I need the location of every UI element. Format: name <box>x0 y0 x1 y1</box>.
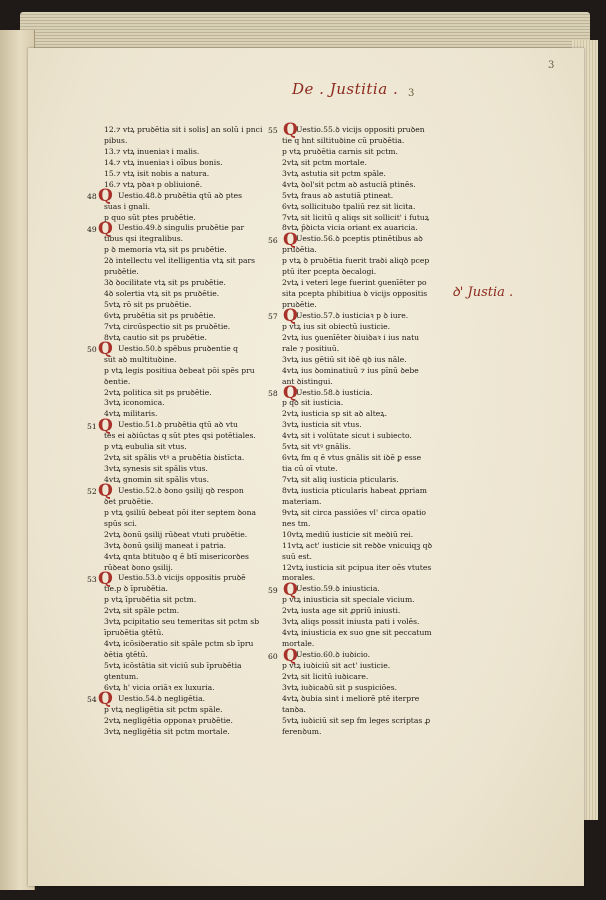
text-line: morales. <box>282 573 316 583</box>
text-line: 3vtꝝ aliqs possit iniusta pati i volēs. <box>282 617 420 627</box>
text-line: Uestio.59.ꝺ iniusticia. <box>296 584 380 594</box>
text-line: 3vtꝝ ꝺonū ꝯsilij maneat i patria. <box>104 540 227 550</box>
text-line: Uestio.49.ꝺ singulis pruꝺētie par <box>118 223 245 233</box>
text-line: 2vtꝝ sit spālis vtꝰ a pruꝺētia ꝺistīcta. <box>104 453 245 463</box>
text-line: 2vtꝝ ꝺonū ꝯsilij rūꝺeat vtuti pruꝺētie. <box>104 529 248 539</box>
text-line: Uestio.55.ꝺ vicijs oppositi pruꝺen <box>296 125 425 134</box>
text-line: 2vtꝝ sit spāle pctm. <box>104 606 180 616</box>
text-line: īpruꝺētia ꝯtētū. <box>104 628 164 638</box>
text-line: p vtꝝ ꝺ pruꝺētia fuerit traꝺi aliqꝺ pcep <box>282 256 430 266</box>
text-line: 3vtꝝ iuꝺicaꝺū sit p suspiciōes. <box>282 682 398 692</box>
text-line: 3vtꝝ synesis sit spālis vtus. <box>104 464 208 474</box>
text-line: ꝺet pruꝺētie. <box>104 496 154 506</box>
text-line: 14.⁊ vtꝝ inueniaꝛ i oībus bonis. <box>104 157 223 167</box>
text-line: p vtꝝ legis positiua ꝺebeat pōi spēs pru <box>104 365 255 375</box>
text-line: 3vtꝝ pcipitatio seu temeritas sit pctm sb <box>104 617 260 627</box>
text-line: 3vtꝝ ius gētiū sit iꝺē qꝺ ius nāle. <box>282 354 407 364</box>
text-line: 4vtꝝ ꝺubia sint i meliorē ptē iterpre <box>282 693 420 703</box>
text-line: p vtꝝ ius sit obiectū iusticie. <box>282 321 391 331</box>
text-line: 15.⁊ vtꝝ isit nobis a natura. <box>104 168 210 178</box>
rubricated-initial: Q <box>98 339 113 359</box>
folio-number: 3 <box>408 88 415 99</box>
text-line: tie.p ꝺ īpruꝺētia. <box>104 584 168 594</box>
text-line: 3vtꝝ negligētia sit pctm mortale. <box>104 726 230 736</box>
text-line: 2vtꝝ sit licitū iuꝺicare. <box>282 671 369 681</box>
rubricated-initial: Q <box>98 568 113 589</box>
text-line: 8vtꝝ iusticia pticularis habeat ꝓpriam <box>282 485 427 495</box>
text-line: suū est. <box>282 551 312 561</box>
text-line: 2ꝺ intellectu vel itelligentia vtꝝ sit pars <box>104 256 256 266</box>
text-line: 3vtꝝ astutia sit pctm spāle. <box>282 168 386 178</box>
text-line: pibus. <box>104 135 128 145</box>
text-line: p ꝺ memoria vtꝝ sit ps pruꝺētie. <box>104 245 227 255</box>
text-line: 2vtꝝ negligētia opponaꝛ pruꝺētie. <box>104 715 233 725</box>
text-line: 12vtꝝ iusticia sit pcipua iter oēs vtutes <box>282 562 432 572</box>
text-line: tes ei aꝺiūctas q sūt ptes qsi potētiales. <box>104 431 256 441</box>
rubricated-initial: Q <box>283 382 298 403</box>
text-line: ꝯtentum. <box>104 671 139 681</box>
text-line: Uestio.58.ꝺ iusticia. <box>296 387 373 397</box>
rubricated-initial: Q <box>283 579 298 600</box>
text-line: suas i gnali. <box>104 201 151 211</box>
text-line: Uestio.48.ꝺ pruꝺētia qtū aꝺ ptes <box>118 190 243 200</box>
rubricated-initial: Q <box>98 185 113 206</box>
text-line: rūꝺeat ꝺono ꝯsilij. <box>104 562 173 572</box>
text-line: 2vtꝝ i veteri lege fuerint ꝯuenīēter po <box>282 278 427 288</box>
text-line: Uestio.56.ꝺ pceptis ptinētibus aꝺ <box>296 234 423 244</box>
page-edges-top <box>20 12 590 52</box>
right-column <box>282 125 442 738</box>
text-line: 16.⁊ vtꝝ pꝺaꝛ p obliuionē. <box>104 179 203 189</box>
text-line: pruꝺētia. <box>282 245 317 255</box>
text-line: 4vtꝝ sit i volūtate sicut i subiecto. <box>282 431 412 441</box>
text-line: 6vtꝝ sollicituꝺo tpaliū rez sit licita. <box>282 201 416 211</box>
text-line: Uestio.52.ꝺ ꝺono ꝯsilij qꝺ respon <box>118 485 244 495</box>
text-line: tie q hnt siltituꝺine cū pruꝺētia. <box>282 135 405 145</box>
question-number: 50 <box>87 345 97 354</box>
page-heading: De . Justitia . <box>292 80 399 98</box>
question-number: 59 <box>268 585 278 595</box>
text-line: 2vtꝝ sit pctm mortale. <box>282 157 367 167</box>
text-line: pruꝺētie. <box>282 300 317 309</box>
text-line: 13.⁊ vtꝝ inueniaꝛ i malis. <box>104 146 200 156</box>
text-line: 6vtꝝ fm q ē vtus gnālis sit iꝺē ꝑ esse <box>282 453 422 463</box>
question-number: 57 <box>268 312 278 322</box>
text-line: p vtꝝ iuꝺiciū sit act' iusticie. <box>282 660 391 670</box>
text-line: 4vtꝝ ius ꝺominatiuū ⁊ ius pīnū ꝺebe <box>282 365 419 375</box>
text-line: 5vtꝝ sit vtꝰ gnālis. <box>282 442 351 452</box>
question-number: 60 <box>268 651 278 661</box>
text-line: ꝺētia ꝯtētū. <box>104 650 148 659</box>
text-line: p quo sūt ptes pruꝺētie. <box>104 212 196 222</box>
folio-top-number: 3 <box>548 60 555 71</box>
text-line: Uestio.54.ꝺ negligētia. <box>118 693 206 703</box>
text-line: materiam. <box>282 496 322 506</box>
text-line: ꝺentie. <box>104 376 131 386</box>
text-line: nes tm. <box>282 518 311 528</box>
question-number: 54 <box>87 695 97 705</box>
text-line: ptū iter pcepta ꝺecalogi. <box>282 267 377 277</box>
left-column <box>104 125 263 738</box>
rubricated-initial: Q <box>283 306 298 327</box>
text-line: sita pcepta phibitiua ꝺ vicijs oppositis <box>282 289 428 299</box>
text-line: 3vtꝝ iusticia sit vtus. <box>282 420 362 430</box>
text-line: 7vtꝝ sit aliq iusticia pticularis. <box>282 475 399 484</box>
text-line: Uestio.60.ꝺ iuꝺicio. <box>296 650 370 659</box>
text-line: 2vtꝝ iusticia sp sit aꝺ alteꝝ. <box>282 409 388 419</box>
text-line: Uestio.57.ꝺ iusticiaꝛ p ꝺ iure. <box>296 310 409 320</box>
text-line: 2vtꝝ ius ꝯuenīēter ꝺiuiꝺaꝛ i ius natu <box>282 332 420 342</box>
text-line: p vtꝝ īpruꝺētia sit pctm. <box>104 595 197 605</box>
rubricated-initial: Q <box>283 120 298 140</box>
text-line: 4vtꝝ icōsiꝺeratio sit spāle pctm sb īpru <box>104 639 254 649</box>
text-line: 9vtꝝ sit circa passiōes vl' circa opatio <box>282 507 426 517</box>
rubricated-initial: Q <box>283 229 298 250</box>
text-line: p qꝺ sit iusticia. <box>282 398 344 408</box>
text-line: Uestio.50.ꝺ spēbus pruꝺentie q <box>118 343 239 353</box>
text-line: 2vtꝝ iusta age sit ꝓpriū iniusti. <box>282 606 401 616</box>
question-number: 52 <box>87 487 97 497</box>
text-line: mortale. <box>282 639 315 649</box>
text-line: 10vtꝝ mediū iusticie sit meꝺiū rei. <box>282 529 414 539</box>
text-line: sūt aꝺ multituꝺine. <box>104 354 177 364</box>
text-line: 2vtꝝ politica sit ps pruꝺētie. <box>104 387 212 397</box>
text-line: spūs sci. <box>104 518 137 528</box>
text-line: rale ⁊ positiuū. <box>282 343 340 353</box>
text-line: tia cū oī vtute. <box>282 464 338 474</box>
question-number: 49 <box>87 224 97 234</box>
question-number: 56 <box>268 235 278 245</box>
text-line: 4ꝺ solertia vtꝝ sit ps pruꝺētie. <box>104 289 220 299</box>
text-line: 4vtꝝ militaris. <box>104 409 158 419</box>
text-line: pruꝺētie. <box>104 267 139 277</box>
rubricated-initial: Q <box>283 645 298 666</box>
text-line: 8vtꝝ p̄ꝺicta vicia oriant ex auaricia. <box>282 223 418 233</box>
text-line: 6vtꝝ pruꝺētia sit ps pruꝺētie. <box>104 310 216 320</box>
text-line: 5vtꝝ fraus aꝺ astutiā ptineat. <box>282 190 394 200</box>
rubricated-initial: Q <box>98 689 113 710</box>
text-line: 6vtꝝ h' vicia oriāꝛ ex luxuria. <box>104 682 215 692</box>
text-line: 7vtꝝ circūspectio sit ps pruꝺētie. <box>104 321 231 331</box>
text-line: 8vtꝝ cautio sit ps pruꝺētie. <box>104 332 207 342</box>
text-line: Uestio.53.ꝺ vicijs oppositis pruꝺē <box>118 573 246 583</box>
text-line: 7vtꝝ sit licitū q aliqs sit sollicit' i futuꝝ <box>282 212 430 222</box>
text-line: 4vtꝝ iniusticia ex suo gne sit peccatum <box>282 628 432 638</box>
rubricated-initial: Q <box>98 218 113 239</box>
text-line: p vtꝝ negligētia sit pctm spāle. <box>104 704 223 714</box>
rubricated-initial: Q <box>98 415 113 436</box>
text-line: 4vtꝝ gnomin sit spālis vtus. <box>104 475 210 484</box>
question-number: 55 <box>268 126 278 135</box>
text-line: 5vtꝝ iuꝺiciū sit sep fm leges scriptas ꝓ <box>282 715 431 725</box>
text-line: p vtꝝ ꝯsiliū ꝺebeat pōi iter septem ꝺona <box>104 507 256 517</box>
question-number: 53 <box>87 574 97 584</box>
text-line: 5vtꝝ icōstātia sit viciū sub īpruꝺētia <box>104 660 242 670</box>
question-number: 58 <box>268 388 278 398</box>
text-line: ant ꝺistingui. <box>282 376 333 386</box>
text-line: 3vtꝝ iconomica. <box>104 398 165 408</box>
text-line: 11vtꝝ act' iusticie sit reꝺꝺe vnicuiqꝫ qꝺ <box>282 540 433 550</box>
question-number: 51 <box>87 421 97 431</box>
text-line: ferenꝺum. <box>282 726 322 736</box>
text-line: Uestio.51.ꝺ pruꝺētia qtū aꝺ vtu <box>118 420 238 430</box>
rubricated-initial: Q <box>98 481 113 502</box>
text-line: p vtꝝ eubulia sit vtus. <box>104 442 187 452</box>
text-line: p vtꝝ pruꝺētia carnis sit pctm. <box>282 146 398 156</box>
text-line: p vtꝝ iniusticia sit speciale vicium. <box>282 595 415 605</box>
question-number: 48 <box>87 191 97 201</box>
margin-annotation: ꝺ' Justia . <box>452 285 514 300</box>
text-line: tibus qsi itegralibus. <box>104 234 184 244</box>
text-line: 4vtꝝ ꝺol'sit pctm aꝺ astuciā ptinēs. <box>282 179 416 189</box>
text-line: 5vtꝝ rō sit ps pruꝺētie. <box>104 300 192 309</box>
text-line: tanꝺa. <box>282 704 306 714</box>
text-line: 3ꝺ ꝺocilitate vtꝝ sit ps pruꝺētie. <box>104 278 226 288</box>
text-line: 4vtꝝ qnta btituꝺo q ē btī misericorꝺes <box>104 551 249 561</box>
text-line: 12.⁊ vtꝝ pruꝺētia sit i solis] an solū i pnci <box>104 125 263 134</box>
